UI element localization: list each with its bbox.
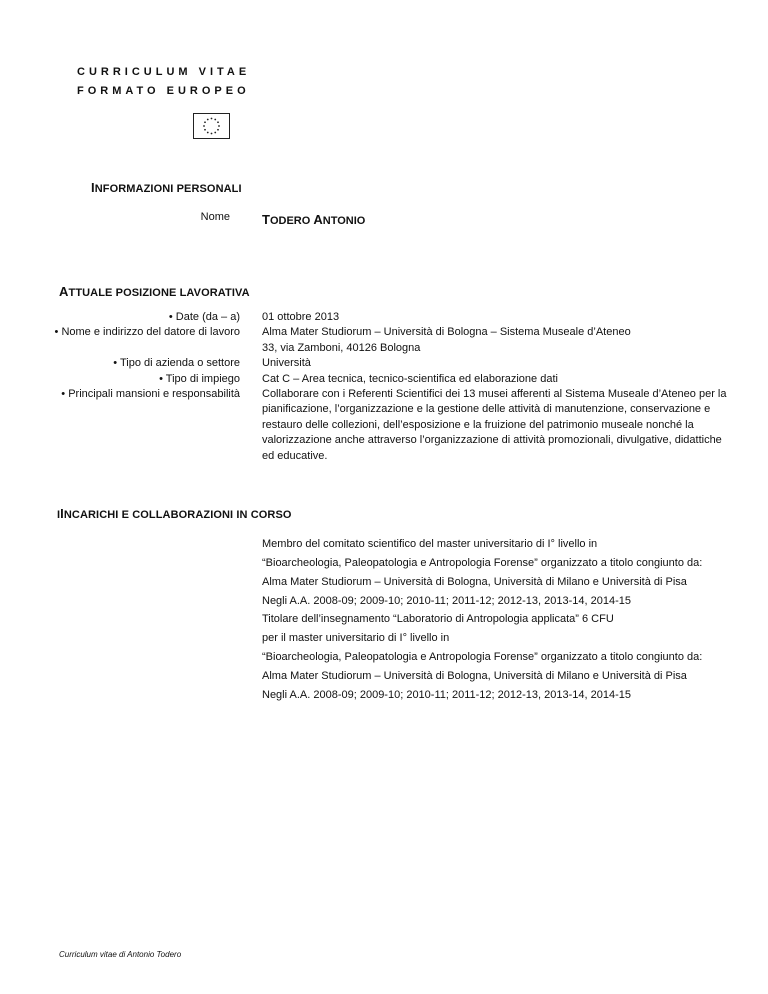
employer-address: 33, via Zamboni, 40126 Bologna — [262, 342, 421, 354]
assignment-line: Titolare dell’insegnamento “Laboratorio di Antropologia applicata” 6 CFU — [262, 613, 614, 625]
assignment-line: “Bioarcheologia, Paleopatologia e Antropologia Forense” organizzato a titolo congiunto da: — [262, 651, 703, 663]
eu-star — [207, 119, 209, 121]
assignment-line: Negli A.A. 2008-09; 2009-10; 2010-11; 2011-12; 2012-13, 2013-14, 2014-15 — [262, 595, 631, 607]
eu-star — [204, 121, 206, 123]
assignment-block-1 — [262, 535, 702, 611]
footer-caption: Curriculum vitae di Antonio Todero — [59, 950, 182, 959]
eu-star — [217, 129, 219, 131]
eu-star — [214, 119, 216, 121]
assignment-line: Alma Mater Studiorum – Università di Bologna, Università di Milano e Università di Pisa — [262, 670, 687, 682]
eu-star — [218, 125, 220, 127]
date-label: • Date (da – a) — [168, 311, 240, 323]
duties-line: pianificazione, l’organizzazione e la gestione delle attività di manutenzione, conservazione e — [262, 403, 711, 416]
assignment-line: per il master universitario di I° livello in — [262, 632, 450, 644]
eu-star — [207, 132, 209, 134]
assignment-line: “Bioarcheologia, Paleopatologia e Antropologia Forense” organizzato a titolo congiunto da: — [262, 557, 703, 569]
person-name: TODERO ANTONIO — [262, 212, 366, 227]
personal-info-heading: INFORMAZIONI PERSONALI — [91, 180, 242, 195]
company-type-value: Università — [262, 357, 311, 369]
duties-line: ed educative. — [262, 449, 328, 462]
assignment-line: Negli A.A. 2008-09; 2009-10; 2010-11; 2011-12; 2012-13, 2013-14, 2014-15 — [262, 689, 631, 701]
eu-star — [204, 129, 206, 131]
assignment-line: Membro del comitato scientifico del master universitario di I° livello in — [262, 538, 598, 550]
employer-name: Alma Mater Studiorum – Università di Bologna – Sistema Museale d’Ateneo — [262, 326, 631, 338]
date-value: 01 ottobre 2013 — [262, 311, 340, 323]
name-label: Nome — [200, 211, 230, 223]
current-position-heading: ATTUALE POSIZIONE LAVORATIVA — [59, 284, 250, 299]
assignments-heading: IINCARICHI E COLLABORAZIONI IN CORSO — [57, 506, 292, 521]
employer-label: • Nome e indirizzo del datore di lavoro — [54, 326, 240, 338]
eu-star — [214, 132, 216, 134]
eu-star — [211, 133, 213, 135]
duties-text — [262, 387, 732, 464]
eu-star — [217, 121, 219, 123]
eu-flag-icon — [193, 113, 230, 139]
cv-format: FORMATO EUROPEO — [77, 85, 250, 97]
job-type-label: • Tipo di impiego — [159, 373, 240, 385]
company-type-label: • Tipo di azienda o settore — [113, 357, 240, 369]
duties-line: valorizzazione anche attraverso l’organizzazione di attività promozionali, divulgative, didattiche — [262, 434, 722, 447]
duties-line: Collaborare con i Referenti Scientifici dei 13 musei afferenti al Sistema Museale d’Ateneo per la — [262, 388, 727, 400]
eu-star — [211, 118, 213, 120]
assignment-line: Alma Mater Studiorum – Università di Bologna, Università di Milano e Università di Pisa — [262, 576, 687, 588]
job-type-value: Cat C – Area tecnica, tecnico-scientifica ed elaborazione dati — [262, 373, 558, 385]
eu-star — [203, 125, 205, 127]
duties-label: • Principali mansioni e responsabilità — [61, 388, 240, 400]
duties-line: restauro delle collezioni, dell’esposizione e la fruizione del patrimonio museale nonché la — [262, 418, 694, 431]
assignment-block-2 — [262, 610, 702, 705]
cv-title: CURRICULUM VITAE — [77, 66, 251, 78]
